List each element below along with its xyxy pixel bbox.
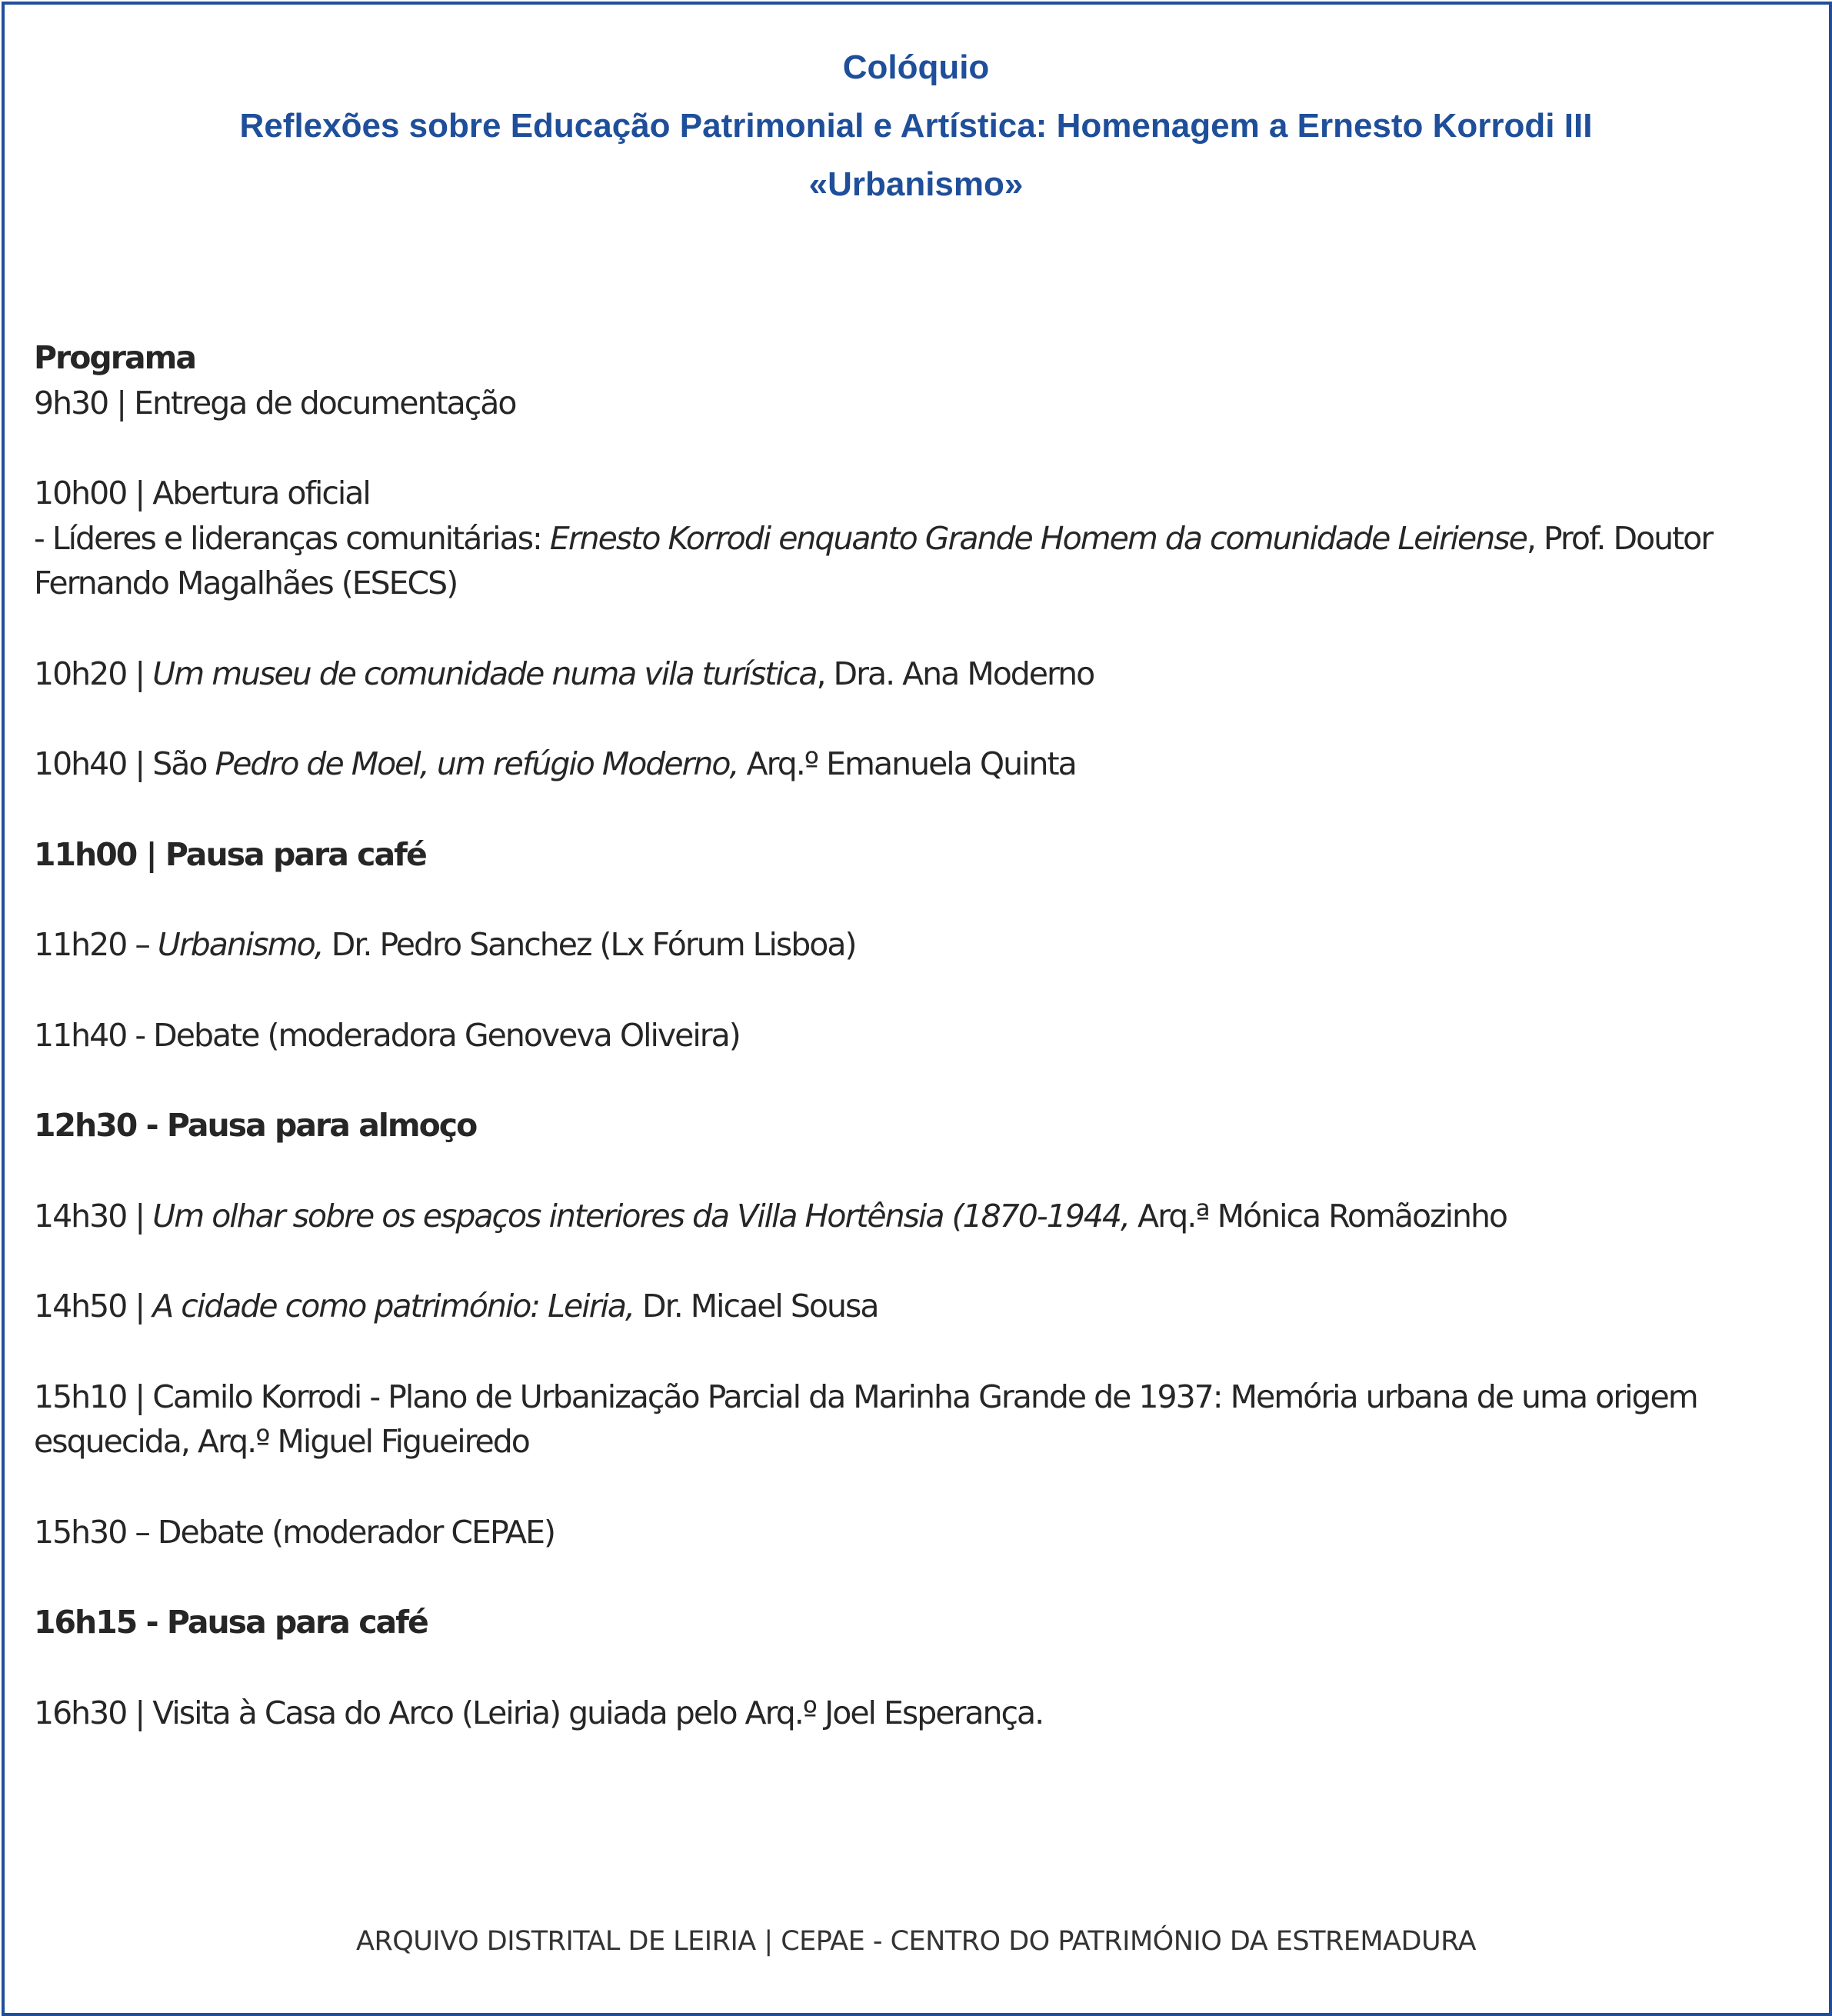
header-theme: «Urbanismo» xyxy=(808,165,1024,203)
program-item-1020: 10h20 | Um museu de comunidade numa vila turística, Dra. Ana Moderno xyxy=(34,655,1094,692)
program-title: Programa xyxy=(34,339,196,376)
program-item-1530: 15h30 – Debate (moderador CEPAE) xyxy=(34,1513,555,1551)
program-item-1630: 16h30 | Visita à Casa do Arco (Leiria) guiada pelo Arq.º Joel Esperança. xyxy=(34,1694,1044,1731)
program-item-1230-lunch: 12h30 - Pausa para almoço xyxy=(34,1107,477,1144)
program-item-1140: 11h40 - Debate (moderadora Genoveva Oliveira) xyxy=(34,1016,740,1054)
program-item-1120: 11h20 – Urbanismo, Dr. Pedro Sanchez (Lx Fórum Lisboa) xyxy=(34,926,856,963)
program-item-1510: 15h10 | Camilo Korrodi - Plano de Urbanização Parcial da Marinha Grande de 1937: Memória urbana de uma origem xyxy=(34,1378,1697,1415)
program-item-1430: 14h30 | Um olhar sobre os espaços interiores da Villa Hortênsia (1870-1944, Arq.ª Mónica Romãozinho xyxy=(34,1197,1507,1235)
program-item-1000: 10h00 | Abertura oficial xyxy=(34,475,370,511)
header-title: Colóquio xyxy=(842,48,990,86)
header-subtitle: Reflexões sobre Educação Patrimonial e Artística: Homenagem a Ernesto Korrodi III xyxy=(239,107,1593,145)
document-header xyxy=(0,45,1832,220)
footer-organizers: ARQUIVO DISTRITAL DE LEIRIA | CEPAE - CENTRO DO PATRIMÓNIO DA ESTREMADURA xyxy=(356,1926,1476,1957)
program-item-1040: 10h40 | São Pedro de Moel, um refúgio Moderno, Arq.º Emanuela Quinta xyxy=(34,745,1076,782)
program-item-1450: 14h50 | A cidade como património: Leiria, Dr. Micael Sousa xyxy=(34,1288,878,1325)
program-item-1615-break: 16h15 - Pausa para café xyxy=(34,1604,428,1641)
program-item-0930: 9h30 | Entrega de documentação xyxy=(34,384,516,422)
program-section xyxy=(34,335,1810,1735)
program-item-1510-cont: esquecida, Arq.º Miguel Figueiredo xyxy=(34,1423,529,1460)
program-item-1100-break: 11h00 | Pausa para café xyxy=(34,835,426,873)
program-item-1000-talk: - Líderes e lideranças comunitárias: Ernesto Korrodi enquanto Grande Homem da comunidade Leiriense, Prof. Doutor Fernando Magalhães (ESECS) xyxy=(34,519,1713,601)
